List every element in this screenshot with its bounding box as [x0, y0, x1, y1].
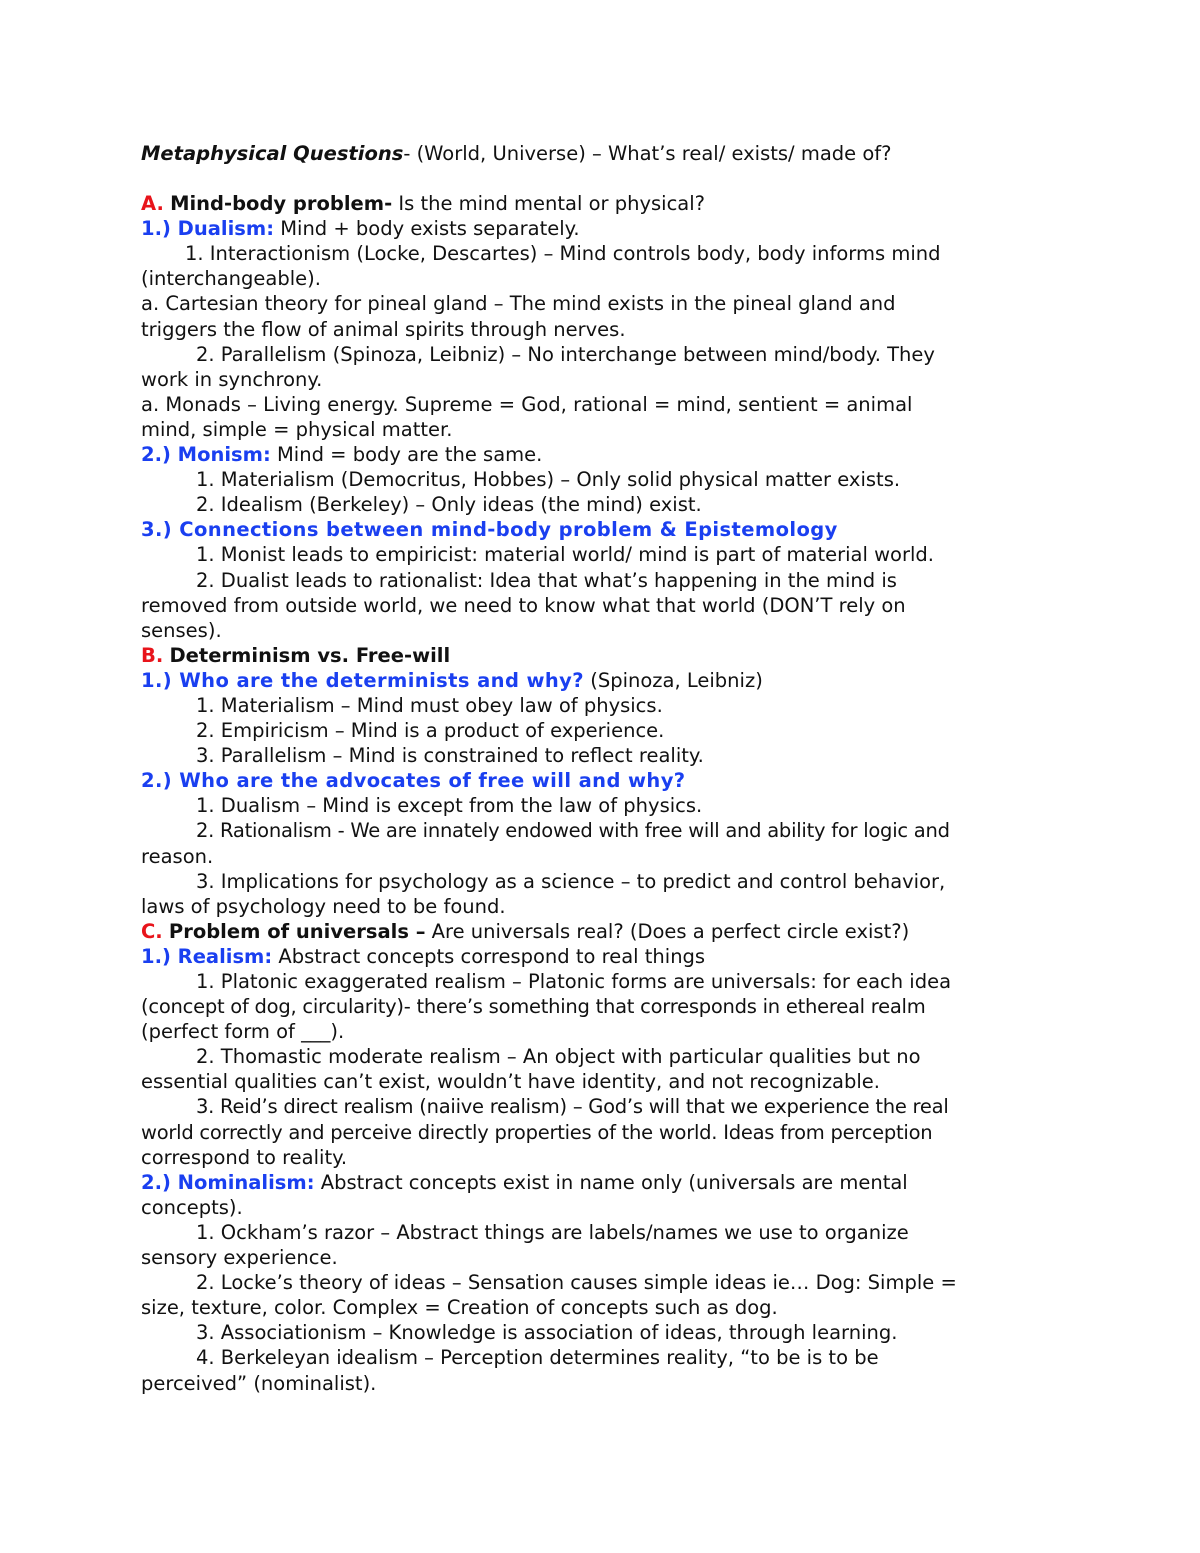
subsection-heading — [141, 216, 1061, 241]
body-line: 3. Parallelism – Mind is constrained to reflect reality. — [196, 744, 704, 768]
subsection-text: Abstract concepts correspond to real things — [272, 944, 706, 968]
title-bold: Metaphysical Questions — [141, 142, 404, 165]
body-line: a. Monads – Living energy. Supreme = God, rational = mind, sentient = animal — [141, 392, 913, 416]
section-letter: C. — [141, 919, 163, 943]
body-line: 2. Rationalism - We are innately endowed with free will and ability for logic and — [196, 819, 950, 843]
body-line: 2. Empiricism – Mind is a product of experience. — [196, 719, 665, 743]
body-line: 2. Parallelism (Spinoza, Leibniz) – No interchange between mind/body. They — [196, 342, 935, 366]
subsection-text: Abstract concepts exist in name only (universals are mental — [314, 1170, 908, 1194]
subsection-label: 1.) Dualism: — [141, 217, 274, 241]
body-line: world correctly and perceive directly properties of the world. Ideas from perception — [141, 1120, 933, 1144]
subsection-label: 2.) Monism: — [141, 443, 271, 467]
body-line: correspond to reality. — [141, 1145, 348, 1169]
body-line: 1. Dualism – Mind is except from the law of physics. — [196, 794, 703, 818]
document-page — [141, 141, 1061, 1396]
subsection-heading — [141, 1170, 1061, 1195]
subsection-heading — [141, 517, 1061, 542]
body-line: removed from outside world, we need to know what that world (DON’T rely on — [141, 593, 906, 617]
body-line: 1. Materialism (Democritus, Hobbes) – Only solid physical matter exists. — [196, 468, 901, 492]
body-line: reason. — [141, 844, 214, 868]
body-line: 1. Interactionism (Locke, Descartes) – Mind controls body, body informs mind — [185, 242, 941, 266]
subsection-heading — [141, 944, 1061, 969]
section-title: Problem of universals – — [168, 919, 426, 943]
body-line: 2. Locke’s theory of ideas – Sensation causes simple ideas ie… Dog: Simple = — [196, 1271, 957, 1295]
body-line: sensory experience. — [141, 1246, 338, 1270]
subsection-label: 3.) Connections between mind-body problem & Epistemology — [141, 518, 838, 542]
body-line: (interchangeable). — [141, 267, 321, 291]
title-rest: - (World, Universe) – What’s real/ exists/ made of? — [403, 142, 892, 165]
body-line: 4. Berkeleyan idealism – Perception determines reality, “to be is to be — [196, 1346, 879, 1370]
subsection-label: 1.) Realism: — [141, 944, 273, 968]
subsection-label: 2.) Nominalism: — [141, 1170, 315, 1194]
section-letter: A. — [141, 192, 164, 216]
section-question: Are universals real? (Does a perfect circle exist?) — [425, 919, 910, 943]
body-line: work in synchrony. — [141, 367, 323, 391]
body-line: senses). — [141, 618, 222, 642]
body-line: perceived” (nominalist). — [141, 1371, 377, 1395]
section-heading — [141, 191, 1061, 216]
body-line: size, texture, color. Complex = Creation of concepts such as dog. — [141, 1296, 778, 1320]
section-letter: B. — [141, 643, 164, 667]
subsection-heading — [141, 442, 1061, 467]
body-line: (concept of dog, circularity)- there’s something that corresponds in ethereal realm — [141, 995, 926, 1019]
sections-container — [141, 191, 1061, 1396]
body-line: essential qualities can’t exist, wouldn’t have identity, and not recognizable. — [141, 1070, 880, 1094]
body-line: (perfect form of ___). — [141, 1020, 345, 1044]
section-heading — [141, 919, 1061, 944]
subsection-label: 2.) Who are the advocates of free will and why? — [141, 769, 686, 793]
body-line: 3. Reid’s direct realism (naiive realism) – God’s will that we experience the real — [196, 1095, 949, 1119]
section-title: Mind-body problem- — [170, 192, 393, 216]
body-line: 1. Monist leads to empiricist: material world/ mind is part of material world. — [196, 543, 934, 567]
subsection-text: Mind + body exists separately. — [274, 217, 580, 241]
subsection-heading — [141, 768, 1061, 793]
body-line: concepts). — [141, 1195, 243, 1219]
subsection-label: 1.) Who are the determinists and why? — [141, 668, 585, 692]
subsection-text: (Spinoza, Leibniz) — [584, 668, 763, 692]
body-line: 2. Thomastic moderate realism – An object with particular qualities but no — [196, 1045, 921, 1069]
body-line: 3. Associationism – Knowledge is association of ideas, through learning. — [196, 1321, 898, 1345]
body-line: 2. Idealism (Berkeley) – Only ideas (the mind) exist. — [196, 493, 702, 517]
body-line: 2. Dualist leads to rationalist: Idea that what’s happening in the mind is — [196, 568, 897, 592]
section-title: Determinism vs. Free-will — [169, 643, 451, 667]
body-line: a. Cartesian theory for pineal gland – The mind exists in the pineal gland and — [141, 292, 896, 316]
body-line: mind, simple = physical matter. — [141, 417, 453, 441]
document-title — [141, 141, 1061, 166]
body-line: 1. Materialism – Mind must obey law of physics. — [196, 693, 663, 717]
body-line: 3. Implications for psychology as a science – to predict and control behavior, — [196, 869, 946, 893]
body-line: laws of psychology need to be found. — [141, 894, 506, 918]
section-heading — [141, 643, 1061, 668]
body-line: 1. Ockham’s razor – Abstract things are labels/names we use to organize — [196, 1220, 909, 1244]
body-line: 1. Platonic exaggerated realism – Platonic forms are universals: for each idea — [196, 970, 952, 993]
subsection-heading — [141, 668, 1061, 693]
subsection-text: Mind = body are the same. — [270, 443, 543, 467]
body-line: triggers the flow of animal spirits through nerves. — [141, 317, 626, 341]
section-question: Is the mind mental or physical? — [392, 192, 706, 216]
